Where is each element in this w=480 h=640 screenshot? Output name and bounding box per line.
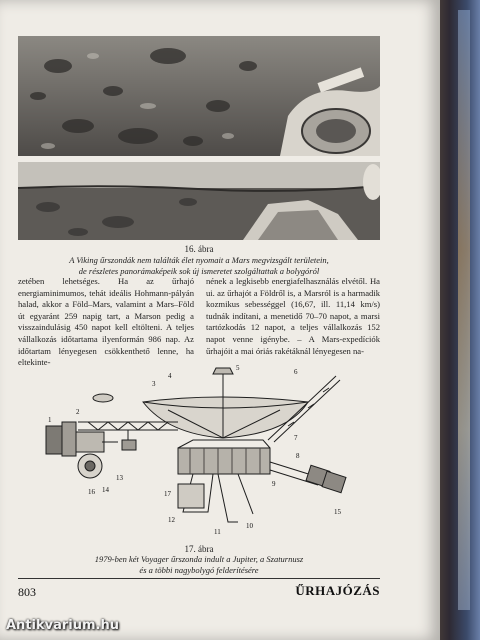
book-cover-edge [436, 0, 480, 640]
figure-17-caption-line2: és a többi nagybolygó felderítésére [139, 565, 259, 575]
mars-panorama-image [18, 162, 380, 240]
figure-17-number: 17. ábra [184, 544, 214, 554]
page-number: 803 [18, 585, 36, 599]
label-6: 6 [294, 368, 298, 376]
running-head: ŰRHAJÓZÁS [295, 583, 380, 598]
figure-16-caption-line2: de részletes panorámaképeik sok új ismeretet szolgáltattak a bolygóról [78, 266, 320, 276]
label-14: 14 [102, 486, 109, 494]
voyager-diagram [18, 362, 380, 540]
voyager-drawing [18, 362, 380, 540]
label-15: 15 [334, 508, 341, 516]
label-8: 8 [296, 452, 300, 460]
label-17: 17 [164, 490, 171, 498]
label-9: 9 [272, 480, 276, 488]
figure-16-caption-line1: A Viking űrszondák nem találták élet nyomait a Mars megvizsgált területein, [69, 255, 329, 265]
label-11: 11 [214, 528, 221, 536]
label-4: 4 [168, 372, 172, 380]
label-16: 16 [88, 488, 95, 496]
figure-17-caption-line1: 1979-ben két Voyager űrszonda indult a Jupiter, a Szaturnusz [94, 554, 304, 564]
label-3: 3 [152, 380, 156, 388]
body-text-left-column: zetében lehetséges. Ha az űrhajó energiaminimumos, tehát ideális Hohmann-pályán halad, akkor a Föld–Mars, valamint a Mars–Föld út egyaránt 259 napig tart, a Marson pedig a visszaindulásig 450 napot kell eltölteni. A teljes vállalkozás időtartama ilyenformán 986 nap. Az időtartam lényegesen csökkenthető lenne, ha eltekinte- [18, 276, 194, 368]
label-10: 10 [246, 522, 253, 530]
mars-surface-image [18, 36, 380, 156]
label-7: 7 [294, 434, 298, 442]
mars-surface-photo [18, 36, 380, 156]
cover-decoration [458, 10, 470, 610]
figure-17-caption [18, 554, 380, 576]
watermark: Antikvarium.hu [6, 618, 119, 633]
footer-rule [18, 578, 380, 579]
label-12: 12 [168, 516, 175, 524]
label-13: 13 [116, 474, 123, 482]
body-text-right-column: nének a legkisebb energiafelhasználás elvétől. Ha ui. az űrhajót a Földről is, a Marsról is a harmadik kozmikus sebességgel (16,67, ill. 11,14 km/s) tudnák indítani, a menetidő 70–70 napot, a marsi tartózkodás 12 napot, a teljes vállalkozás 152 napot venne igénybe. – A Mars-expedíciók űrhajóit a mai óriás rakétáknál lényegesen na- [206, 276, 380, 356]
label-1: 1 [48, 416, 52, 424]
mars-panorama-photo [18, 162, 380, 240]
label-5: 5 [236, 364, 240, 372]
figure-16-number: 16. ábra [184, 244, 214, 254]
figure-16-caption [18, 255, 380, 277]
label-2: 2 [76, 408, 80, 416]
